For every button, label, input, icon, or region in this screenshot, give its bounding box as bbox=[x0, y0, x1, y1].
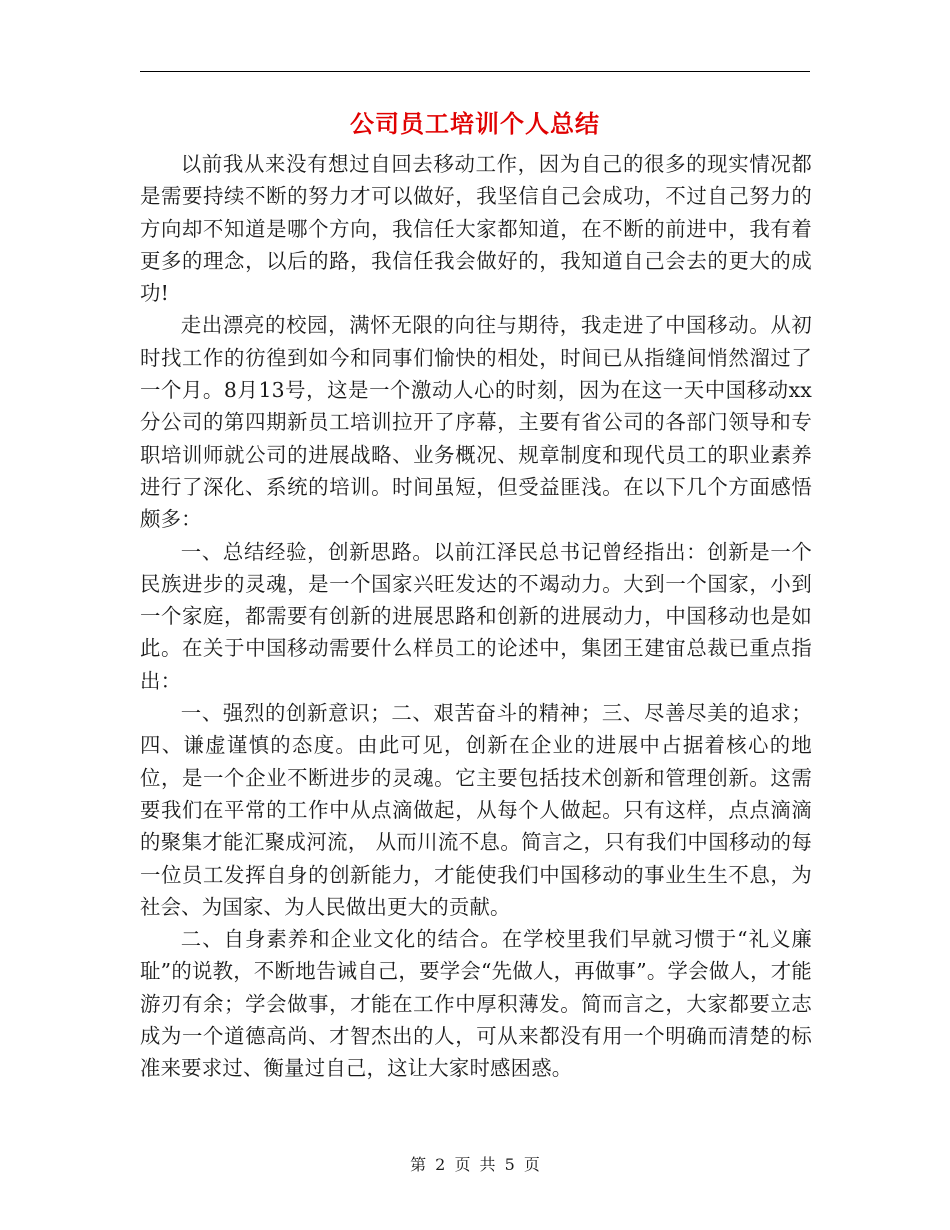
header-rule bbox=[140, 71, 810, 72]
document-body bbox=[140, 148, 812, 1085]
paragraph-1: 以前我从来没有想过自回去移动工作，因为自己的很多的现实情况都是需要持续不断的努力才可以做好，我坚信自己会成功，不过自己努力的方向却不知道是哪个方向，我信任大家都知道，在不断的前进中，我有着更多的理念，以后的路，我信任我会做好的，我知道自己会去的更大的成功! bbox=[140, 152, 812, 306]
paragraph-2: 走出漂亮的校园，满怀无限的向往与期待，我走进了中国移动。从初时找工作的彷徨到如今和同事们愉快的相处，时间已从指缝间悄然溜过了一个月。8月13号，这是一个激动人心的时刻，因为在这一天中国移动xx分公司的第四期新员工培训拉开了序幕，主要有省公司的各部门领导和专职培训师就公司的进展战略、业务概况、规章制度和现代员工的职业素养进行了深化、系统的培训。时间虽短，但受益匪浅。在以下几个方面感悟颇多： bbox=[140, 313, 812, 532]
paragraph-4: 一、强烈的创新意识；二、艰苦奋斗的精神；三、尽善尽美的追求；四、谦虚谨慎的态度。由此可见，创新在企业的进展中占据着核心的地位，是一个企业不断进步的灵魂。它主要包括技术创新和管理创新。这需要我们在平常的工作中从点滴做起，从每个人做起。只有这样，点点滴滴的聚集才能汇聚成河流， 从而川流不息。简言之，只有我们中国移动的每一位员工发挥自身的创新能力，才能使我们中国移动的事业生生不息，为社会、为国家、为人民做出更大的贡献。 bbox=[140, 701, 812, 919]
paragraph-3: 一、总结经验，创新思路。以前江泽民总书记曾经指出：创新是一个民族进步的灵魂，是一个国家兴旺发达的不竭动力。大到一个国家，小到一个家庭，都需要有创新的进展思路和创新的进展动力，中国移动也是如此。在关于中国移动需要什么样员工的论述中，集团王建宙总裁已重点指出： bbox=[140, 539, 812, 693]
page-footer: 第 2 页 共 5 页 bbox=[410, 1155, 540, 1174]
paragraph-5: 二、自身素养和企业文化的结合。在学校里我们早就习惯于“礼义廉耻”的说教，不断地告诫自己，要学会“先做人，再做事”。学会做人，才能游刃有余；学会做事，才能在工作中厚积薄发。简而言之，大家都要立志成为一个道德高尚、才智杰出的人，可从来都没有用一个明确而清楚的标准来要求过、衡量过自己，这让大家时感困惑。 bbox=[140, 927, 812, 1081]
document-title: 公司员工培训个人总结 bbox=[350, 109, 600, 138]
